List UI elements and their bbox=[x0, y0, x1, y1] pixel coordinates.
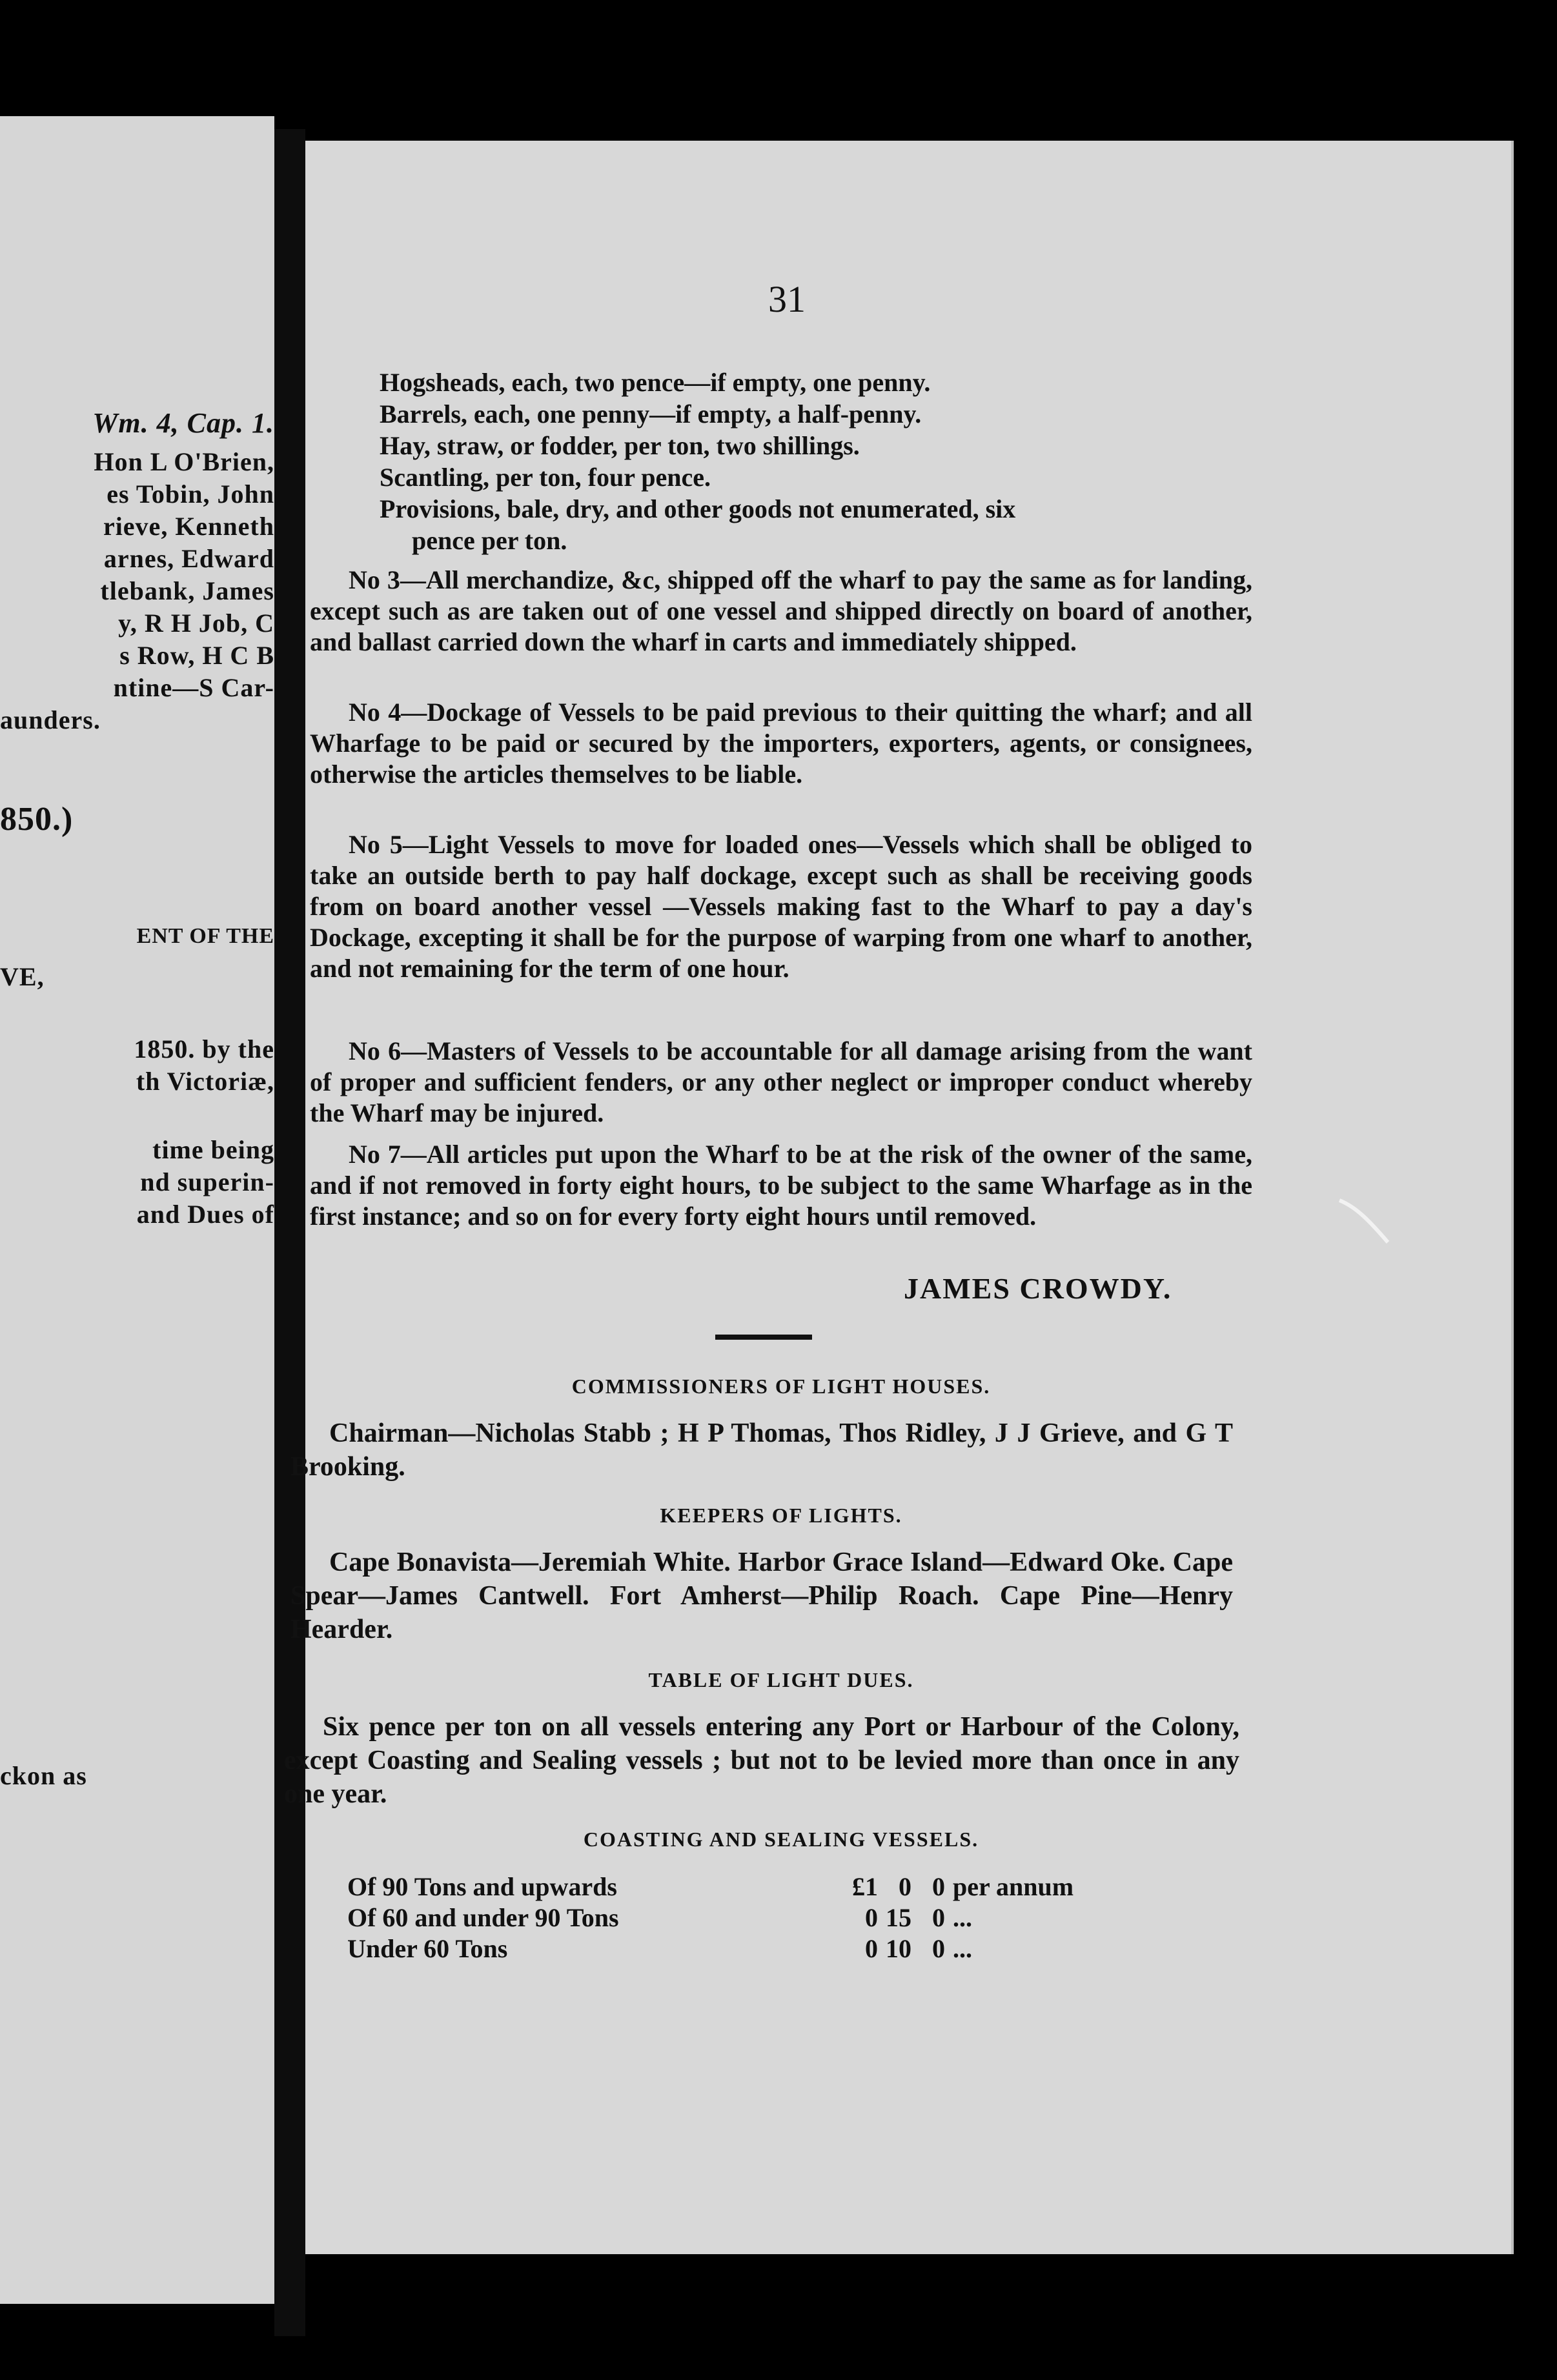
pounds-cell: 0 bbox=[865, 1934, 878, 1963]
tonnage-class: Of 90 Tons and upwards bbox=[347, 1872, 617, 1901]
rate-line: Provisions, bale, dry, and other goods not enumerated, six bbox=[380, 494, 1016, 523]
regulation-no5: No 5—Light Vessels to move for loaded ones—Vessels which shall be obliged to take an outside berth to pay half dockage, except such as shall be receiving goods from on board another vessel —Vessels making fast to the Wharf to pay a day's Dockage, excepting it shall be for the purpose of warping from one wharf to another, and not remaining for the term of one hour. bbox=[310, 830, 1252, 983]
commissioners-heading: COMMISSIONERS OF LIGHT HOUSES. bbox=[571, 1375, 991, 1398]
left-page-line: arnes, Edward bbox=[103, 544, 274, 573]
shillings-cell: 15 bbox=[886, 1903, 911, 1932]
regulation-no6: No 6—Masters of Vessels to be accountable for all damage arising from the want of proper and sufficient fenders, or any other neglect or improper conduct whereby the Wharf may be injured. bbox=[310, 1036, 1252, 1127]
signature: JAMES CROWDY. bbox=[904, 1272, 1172, 1305]
regulation-no7: No 7—All articles put upon the Wharf to be at the risk of the owner of the same, and if not removed in forty eight hours, to be subject to the same Wharfage as in the first instance; and so on for every forty eight hours until removed. bbox=[310, 1140, 1252, 1231]
shillings-cell: 10 bbox=[886, 1934, 911, 1963]
left-page-line: and Dues of bbox=[136, 1200, 274, 1229]
left-page-line: 1850. by the bbox=[134, 1034, 274, 1064]
left-page-line: time being bbox=[152, 1135, 274, 1164]
coasting-rates-table bbox=[343, 1871, 1077, 1964]
left-page-line: aunders. bbox=[0, 705, 101, 734]
left-page-line: Hon L O'Brien, bbox=[94, 447, 274, 476]
pence-cell: 0 bbox=[932, 1934, 945, 1963]
commissioners-text: Chairman—Nicholas Stabb ; H P Thomas, Thos Ridley, J J Grieve, and G T Brooking. bbox=[290, 1418, 1233, 1482]
period-cell: ... bbox=[953, 1903, 972, 1932]
pounds-cell: 0 bbox=[865, 1903, 878, 1932]
left-page-line: 850.) bbox=[0, 801, 74, 838]
coasting-heading: COASTING AND SEALING VESSELS. bbox=[583, 1828, 979, 1851]
section-divider bbox=[715, 1335, 812, 1340]
left-page-line: rieve, Kenneth bbox=[103, 512, 274, 541]
left-page-line: y, R H Job, C bbox=[118, 609, 274, 638]
tonnage-class: Of 60 and under 90 Tons bbox=[347, 1903, 619, 1932]
light-dues-heading: TABLE OF LIGHT DUES. bbox=[648, 1668, 914, 1691]
shillings-cell: 0 bbox=[899, 1872, 911, 1901]
keepers-heading: KEEPERS OF LIGHTS. bbox=[660, 1504, 902, 1527]
light-dues-text: Six pence per ton on all vessels entering any Port or Harbour of the Colony, except Coasting and Sealing vessels ; but not to be levied more than once in any one year. bbox=[284, 1712, 1239, 1809]
left-page bbox=[0, 116, 274, 2304]
left-page-line: th Victoriæ, bbox=[136, 1067, 274, 1096]
table-row bbox=[343, 1871, 1077, 1902]
rate-line: Scantling, per ton, four pence. bbox=[380, 463, 711, 492]
left-page-line: Wm. 4, Cap. 1. bbox=[92, 407, 274, 439]
table-row bbox=[343, 1933, 1077, 1964]
period-cell: per annum bbox=[953, 1872, 1074, 1901]
margin-mark bbox=[1336, 1194, 1394, 1245]
left-page-line: ntine—S Car- bbox=[113, 673, 274, 702]
rate-line: Barrels, each, one penny—if empty, a half-penny. bbox=[380, 399, 922, 429]
regulation-no4: No 4—Dockage of Vessels to be paid previous to their quitting the wharf; and all Wharfage to be paid or secured by the importers, exporters, agents, or consignees, otherwise the articles themselves to be liable. bbox=[310, 698, 1252, 789]
left-page-line: nd superin- bbox=[140, 1167, 274, 1196]
pence-cell: 0 bbox=[932, 1903, 945, 1932]
rate-line: pence per ton. bbox=[412, 526, 567, 555]
page-number: 31 bbox=[768, 278, 806, 320]
left-page-line: s Row, H C B bbox=[119, 641, 274, 670]
pounds-cell: £1 bbox=[852, 1872, 878, 1901]
rate-line: Hay, straw, or fodder, per ton, two shillings. bbox=[380, 431, 860, 460]
period-cell: ... bbox=[953, 1934, 972, 1963]
regulation-no3: No 3—All merchandize, &c, shipped off the wharf to pay the same as for landing, except such as are taken out of one vessel and shipped directly on board of another, and ballast carried down the wharf in carts and immediately shipped. bbox=[310, 565, 1252, 656]
book-spine bbox=[274, 129, 305, 2336]
keepers-text: Cape Bonavista—Jeremiah White. Harbor Grace Island—Edward Oke. Cape Spear—James Cantwell. Fort Amherst—Philip Roach. Cape Pine—Henry Hearder. bbox=[290, 1548, 1233, 1644]
pence-cell: 0 bbox=[932, 1872, 945, 1901]
left-page-line: VE, bbox=[0, 962, 45, 991]
left-page-line: ckon as bbox=[0, 1761, 87, 1790]
tonnage-class: Under 60 Tons bbox=[347, 1934, 508, 1963]
left-page-line: tlebank, James bbox=[100, 576, 274, 605]
left-page-line: ENT OF THE bbox=[136, 924, 274, 948]
table-row bbox=[343, 1902, 1077, 1933]
left-page-line: es Tobin, John bbox=[107, 479, 274, 509]
rate-line: Hogsheads, each, two pence—if empty, one penny. bbox=[380, 368, 931, 397]
